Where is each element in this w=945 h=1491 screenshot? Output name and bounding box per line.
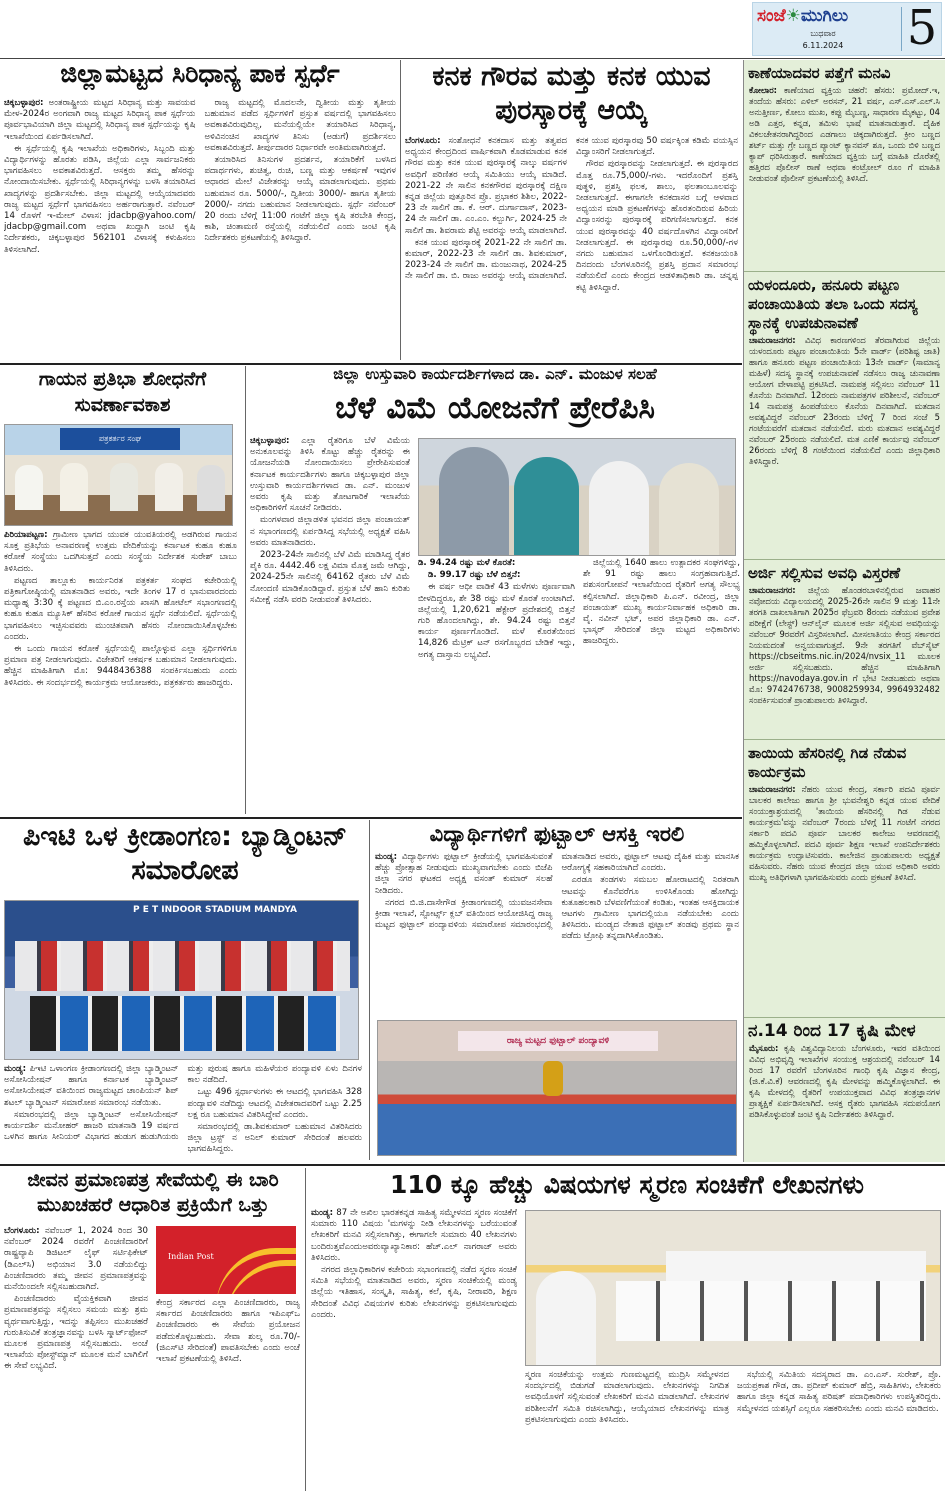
brief-item: [744, 740, 945, 1018]
headline: ಬೆಳೆ ವಿಮೆ ಯೋಜನೆಗೆ ಪ್ರೇರೆಪಿಸಿ: [335, 390, 655, 426]
paragraph: [562, 875, 740, 942]
article-badminton: [4, 820, 366, 1160]
headline: ಪಿಇಟಿ ಒಳ ಕ್ರೀಡಾಂಗಣ: ಬ್ಯಾಡ್ಮಿಂಟನ್ ಸಮಾರೋಪ: [22, 821, 347, 886]
paragraph-text: ಮಂಗಳವಾರ ಜಿಲ್ಲಾಡಳಿತ ಭವನದ ಜಿಲ್ಲಾ ಪಂಚಾಯತ್ ನ ಸಭಾಂಗಣದಲ್ಲಿ ಏರ್ಪಡಿಸಿದ್ದ ಸಭೆಯಲ್ಲಿ ಅಧ್ಯಕ್ಷತೆ ವಹಿಸಿ ಅವರು ಮಾತನಾಡಿದರು.: [250, 515, 410, 548]
brief-headline: ತಾಯಿಯ ಹೆಸರಿನಲ್ಲಿ ಗಿಡ ನೆಡುವ ಕಾರ್ಯಕ್ರಮ: [748, 744, 907, 781]
paragraph-text: ಒಟ್ಟು 496 ಸ್ಪರ್ಧಾಳುಗಳು ಈ ಆಟದಲ್ಲಿ ಭಾಗವಹಿಸಿ 328 ಪಂದ್ಯಾವಳಿ ನಡೆದಿದ್ದು ಆಟದಲ್ಲಿ ವಿಜೇತರಾದವರಿಗೆ ಒಟ್ಟು 2.25 ಲಕ್ಷ ರೂ ಬಹುಮಾನ ವಿತರಿಸಿದ್ದೇವೆ ಎಂದರು.: [187, 1087, 362, 1120]
paragraph: [405, 136, 567, 237]
brief-headline: ಕಾಣೆಯಾದವರ ಪತ್ತೆಗೆ ಮನವಿ: [748, 64, 891, 82]
dateline: ಬೆಂಗಳೂರು:: [4, 1226, 45, 1236]
paragraph-text: ಎರಡೂ ತಂಡಗಳು ಸಮಬಲ ಹೋರಾಟದಲ್ಲಿ ನಿರತರಾಗಿ ಆಟವನ್ನು ಕೊನೆವರೆಗೂ ಉಳಿಸಿಕೊಂಡು ಹೋಗಿದ್ದು ಕುತೂಹಲಕಾರಿ ಬೆಳವಣಿಗೆಯಂತೆ ಕಂಡಿತು, ಇಂತಹ ಆಸಕ್ತಿದಾಯಕ ಆಟಗಳು ಗ್ರಾಮೀಣ ಭಾಗದಲ್ಲಿಯೂ ನಡೆಯಬೇಕು ಎಂದು ತಿಳಿಸಿದರು. ಮಂಡ್ಯದ ನೇತಾಜಿ ಫುಟ್ಬಾಲ್ ತಂಡವು ಪ್ರಥಮ ಸ್ಥಾನ ಪಡೆದು ಟ್ರೋಫಿ ತನ್ನದಾಗಿಸಿಕೊಂಡಿತು.: [561, 875, 739, 942]
photo-label: Indian Post: [168, 1252, 214, 1261]
banner-text: ಪತ್ರಕರ್ತರ ಸಂಘ: [60, 428, 180, 450]
newspaper-logo: [757, 5, 892, 29]
paragraph: [418, 582, 575, 660]
paragraph-text: ಸಭೆಯಲ್ಲಿ ಸಮಿತಿಯ ಸದಸ್ಯರಾದ ಡಾ. ಎಂ.ಎಸ್. ಸುರೇಶ್, ಪ್ರೊ. ಜಯಪ್ರಕಾಶ ಗೌಡ, ಡಾ. ಪ್ರದೀಪ್ ಕುಮಾರ್ ಹೆಬ್ರಿ, ಸಾಹಿತಿಗಳು, ಲೇಖಕರು ಹಾಗೂ ಜಿಲ್ಲಾ ಕನ್ನಡ ಸಾಹಿತ್ಯ ಪರಿಷತ್ ಪದಾಧಿಕಾರಿಗಳು ಉಪಸ್ಥಿತರಿದ್ದರು. ಸಮ್ಮೇಳನದ ಯಶಸ್ಸಿಗೆ ಎಲ್ಲರೂ ಸಹಕರಿಸಬೇಕು ಎಂದು ಮನವಿ ಮಾಡಿದರು.: [737, 1370, 941, 1414]
paragraph: [4, 144, 196, 256]
brief-item: [744, 60, 945, 272]
paragraph-text: ಎಲ್ಲಾ ರೈತರಿಗೂ ಬೆಳೆ ವಿಮೆಯ ಅನುಕೂಲವನ್ನು ತಿಳಿಸಿ ಕೊಟ್ಟು ಹೆಚ್ಚು ರೈತರನ್ನು ಈ ಯೋಜನೆಯಡಿ ನೋಂದಾಯಿಸಲು ಪ್ರೇರೇಪಿಸುವಂತೆ ಕರ್ನಾಟಕ ಕಾರ್ಯದರ್ಶಿಗಳು ಹಾಗೂ ಚಿಕ್ಕಬಳ್ಳಾಪುರ ಜಿಲ್ಲಾ ಉಸ್ತುವಾರಿ ಕಾರ್ಯದರ್ಶಿಗಳಾದ ಡಾ. ಎನ್. ಮಂಜುಳ ಅವರು ಕೃಷಿ ಮತ್ತು ತೋಟಗಾರಿಕೆ ಇಲಾಖೆಯ ಅಧಿಕಾರಿಗಳಿಗೆ ಸೂಚನೆ ನೀಡಿದರು.: [250, 436, 410, 514]
brief-body: [744, 784, 945, 883]
paragraph-text: ಸ್ಮರಣ ಸಂಚಿಕೆಯನ್ನು ಉತ್ತಮ ಗುಣಮಟ್ಟದಲ್ಲಿ ಮುದ್ರಿಸಿ ಸಮ್ಮೇಳನದ ಸಂದರ್ಭದಲ್ಲಿ ಬಿಡುಗಡೆ ಮಾಡಲಾಗುವುದು. ಲೇಖನಗಳನ್ನು ನಿಗದಿತ ಅವಧಿಯೊಳಗೆ ಸಲ್ಲಿಸುವಂತೆ ಲೇಖಕರಿಗೆ ಮನವಿ ಮಾಡಲಾಗಿದೆ. ಲೇಖನಗಳ ಪರಿಶೀಲನೆಗೆ ಸಮಿತಿ ರಚಿಸಲಾಗಿದ್ದು, ಆಯ್ಕೆಯಾದ ಲೇಖನಗಳನ್ನು ಮಾತ್ರ ಪ್ರಕಟಿಸಲಾಗುವುದು ಎಂದು ತಿಳಿಸಿದರು.: [525, 1370, 729, 1425]
day: ಬುಧವಾರ: [810, 29, 836, 38]
dateline: ಚಾಮರಾಜನಗರ:: [749, 335, 796, 345]
body-columns: [525, 1370, 941, 1490]
headline: ಗಾಯನ ಪ್ರತಿಭಾ ಶೋಧನೆಗೆ ಸುವರ್ಣಾವಕಾಶ: [38, 368, 207, 416]
dateline: ಪಿರಿಯಾಪಟ್ಟಣ:: [4, 530, 54, 540]
article-millets: [4, 60, 396, 360]
brief-headline: ನ.14 ರಿಂದ 17 ಕೃಷಿ ಮೇಳ: [748, 1021, 916, 1041]
palm-sun-icon: ☀: [785, 6, 801, 26]
paragraph: [4, 98, 196, 143]
brief-text: ನೆಹರು ಯುವ ಕೇಂದ್ರ, ಸರ್ಕಾರಿ ಪದವಿ ಪೂರ್ವ ಬಾಲಕರ ಕಾಲೇಜು ಹಾಗೂ ಶ್ರೀ ಭುವನೇಶ್ವರಿ ಕನ್ನಡ ಯುವ ವೇದಿಕೆ ಸಂಯುಕ್ತಾಶ್ರಯದಲ್ಲಿ 'ತಾಯಿಯ ಹೆಸರಿನಲ್ಲಿ ಗಿಡ ನೆಡುವ ಕಾರ್ಯಕ್ರಮ'ವನ್ನು ನವೆಂಬರ್ 7ರಂದು ಬೆಳಿಗ್ಗೆ 11 ಗಂಟೆಗೆ ನಗರದ ಸರ್ಕಾರಿ ಪದವಿ ಪೂರ್ವ ಬಾಲಕರ ಕಾಲೇಜು ಆವರಣದಲ್ಲಿ ಹಮ್ಮಿಕೊಳ್ಳಲಾಗಿದೆ. ಪದವಿ ಪೂರ್ವ ಶಿಕ್ಷಣ ಇಲಾಖೆ ಉಪನಿರ್ದೇಶಕರು ಕಾರ್ಯಕ್ರಮ ಉದ್ಘಾಟಿಸುವರು. ಕಾಲೇಜಿನ ಪ್ರಾಂಶುಪಾಲರು ಅಧ್ಯಕ್ಷತೆ ವಹಿಸುವರು. ನೆಹರು ಯುವ ಕೇಂದ್ರದ ಜಿಲ್ಲಾ ಯುವ ಅಧಿಕಾರಿ ಅವರು ಮುಖ್ಯ ಅತಿಥಿಗಳಾಗಿ ಭಾಗವಹಿಸುವರು ಎಂದು ಪ್ರಕಟಣೆ ತಿಳಿಸಿದೆ.: [749, 784, 940, 882]
paragraph-text: ಗೌರವ ಪುರಸ್ಕಾರವನ್ನು ನೀಡಲಾಗುತ್ತದೆ. ಈ ಪುರಸ್ಕಾರದ ಮೊತ್ತ ರೂ.75,000/-ಗಳು. ಇದರೊಂದಿಗೆ ಪ್ರಶಸ್ತಿ ಪುತ್ಥಳಿ, ಪ್ರಶಸ್ತಿ ಫಲಕ, ಶಾಲು, ಫಲತಾಂಬೂಲವನ್ನು ನೀಡಲಾಗುತ್ತದೆ. ಈಗಾಗಲೇ ಕನಕದಾಸರ ಬಗ್ಗೆ ಆಳವಾದ ಅಧ್ಯಯನ ಮಾಡಿ ಪ್ರಕಟಣೆಗಳನ್ನು ಹೊರತಂದಿರುವ ಹಿರಿಯ ವಿದ್ವಾಂಸರನ್ನು ಪುರಸ್ಕಾರಕ್ಕೆ ಪರಿಗಣಿಸಲಾಗುತ್ತದೆ. ಕನಕ ಯುವ ಪುರಸ್ಕಾರವನ್ನು 40 ವರ್ಷದೊಳಗಿನ ವಿದ್ವಾಂಸರಿಗೆ ನೀಡಲಾಗುತ್ತದೆ. ಈ ಪುರಸ್ಕಾರವು ರೂ.50,000/-ಗಳ ನಗದು ಬಹುಮಾನ ಒಳಗೊಂಡಿರುತ್ತದೆ. ಕನಕಜಯಂತಿ ದಿನದಂದು ಬೆಂಗಳೂರಿನಲ್ಲಿ ಪ್ರಶಸ್ತಿ ಪ್ರದಾನ ಸಮಾರಂಭ ನಡೆಯಲಿದೆ ಎಂದು ಕೇಂದ್ರದ ಆಡಳಿತಾಧಿಕಾರಿ ಡಾ. ಚನ್ನಪ್ಪ ಕಟ್ಟಿ ತಿಳಿಸಿದ್ದಾರೆ.: [576, 159, 738, 293]
headline: ವಿದ್ಯಾರ್ಥಿಗಳಿಗೆ ಫುಟ್ಬಾಲ್ ಆಸಕ್ತಿ ಇರಲಿ: [429, 822, 685, 846]
paragraph: [188, 1122, 363, 1156]
paragraph: [156, 1298, 300, 1365]
sidebar-briefs: [743, 60, 945, 1162]
dateline: ಮೈಸೂರು:: [749, 1043, 779, 1053]
paragraph: [4, 530, 237, 575]
banner-text: ರಾಜ್ಯ ಮಟ್ಟದ ಫುಟ್ಬಾಲ್ ಪಂದ್ಯಾವಳಿ: [458, 1031, 658, 1051]
brief-headline: ಯಳಂದೂರು, ಹನೂರು ಪಟ್ಟಣ ಪಂಚಾಯಿತಿಯ ತಲಾ ಒಂದು ಸದಸ್ಯ ಸ್ಥಾನಕ್ಕೆ ಉಪಚುನಾವಣೆ: [748, 276, 918, 332]
paragraph-text: ರಾಜ್ಯ ಮಟ್ಟದಲ್ಲಿ ಮೊದಲನೇ, ದ್ವಿತೀಯ ಮತ್ತು ತೃತೀಯ ಬಹುಮಾನ ಪಡೆದ ಸ್ಪರ್ಧಿಗಳಿಗೆ ಪ್ರಸ್ತುತ ವರ್ಷದಲ್ಲಿ ಭಾಗವಹಿಸಲು ಅವಕಾಶವಿರುವುದಿಲ್ಲ, ಮನೆಯಲ್ಲಿಯೇ ತಯಾರಿಸಿದ ಸಿರಿಧಾನ್ಯ, ಅಳಿವಿನಂಚಿನ ಖಾದ್ಯಗಳ ತಿನಿಸು (ಅಡುಗೆ) ಪ್ರದರ್ಶಿಸಲು ಅವಕಾಶವಿರುತ್ತದೆ. ತೀರ್ಪುದಾರರ ನಿರ್ಧಾರವೇ ಅಂತಿಮವಾಗಿರುತ್ತದೆ.: [204, 98, 396, 153]
banner-text: P E T INDOOR STADIUM MANDYA: [133, 905, 297, 915]
kicker: ಜಿಲ್ಲಾ ಉಸ್ತುವಾರಿ ಕಾರ್ಯದರ್ಶಿಗಳಾದ ಡಾ. ಎನ್. ಮಂಜುಳ ಸಲಹೆ: [333, 366, 657, 383]
paragraph-text: ಸಮಾರಂಭದಲ್ಲಿ ಡಾ.ಶಿವಕುಮಾರ್ ಬಹುಮಾನ ವಿತರಿಸಿದರು ಜಿಲ್ಲಾ ಟ್ರಸ್ಟ್ ನ ಅನಿಲ್ ಕುಮಾರ್ ಸೇರಿದಂತೆ ಹಲವರು ಭಾಗವಹಿಸಿದ್ದರು.: [187, 1122, 362, 1155]
article-sahitya-souvenir: [311, 1168, 943, 1491]
article-kanaka: [405, 60, 738, 360]
paragraph-text: 87 ನೇ ಅಖಿಲ ಭಾರತಕನ್ನಡ ಸಾಹಿತ್ಯ ಸಮ್ಮೇಳನದ ಸ್ಮರಣ ಸಂಚಿಕೆಗೆ ಸುಮಾರು 110 ವಿಷಯ 'ಮಗಳನ್ನು ನೀಡಿ ಲೇಖನಗಳನ್ನು ಬರೆಯುವಂತೆ ಲೇಖಕರಿಗೆ ಮನವಿ ಸಲ್ಲಿಸಲಾಗಿತ್ತು, ಈಗಾಗಲೇ ಸುಮಾರು 40 ಲೇಖನಗಳು ಬಂದಿರುತ್ತವೆಎಂದುಅವರುವ್ಯಾಖ್ಯಾನಿಕಾರ: ಹೆಚ್.ಎಲ್ ನಾಗರಾಜ್ ಅವರು ತಿಳಿಸಿದರು.: [311, 1208, 517, 1263]
paragraph: [4, 576, 237, 643]
paragraph-text: ನವೆಂಬರ್ 1, 2024 ರಿಂದ 30 ನವೆಂಬರ್ 2024 ರವರೆಗೆ ಪಿಂಚಣಿದಾರರಿಗೆ ರಾಷ್ಟ್ರವ್ಯಾಪಿ ಡಿಜಿಟಲ್ ಲೈಫ್ ಸರ್ಟಿಫಿಕೇಟ್ (ಡಿಎಲ್‌ಸಿ) ಅಭಿಯಾನ 3.0 ನಡೆಯಲಿದ್ದು ಪಿಂಚಣಿದಾರರು ತಮ್ಮ ಜೀವನ ಪ್ರಮಾಣಪತ್ರವನ್ನು ಮನೆಯಿಂದಲೇ ಸಲ್ಲಿಸಬಹುದಾಗಿದೆ.: [4, 1226, 148, 1293]
brief-headline: ಅರ್ಜಿ ಸಲ್ಲಿಸುವ ಅವಧಿ ವಿಸ್ತರಣೆ: [748, 564, 901, 582]
subheading: ಡಿ. 94.24 ರಷ್ಟು ಮಳೆ ಕೊರತೆ:: [418, 558, 516, 568]
paragraph-text: ನಗರದ ಬಿ.ಜಿ.ದಾಸೇಗೌಡ ಕ್ರೀಡಾಂಗಣದಲ್ಲಿ ಯುವಜನಸೇವಾ ಕ್ರೀಡಾ ಇಲಾಖೆ, ಸ್ಪೋರ್ಟ್ಸ್ ಕ್ಲಬ್ ವತಿಯಿಂದ ಆಯೋಜಿಸಿದ್ದ ರಾಜ್ಯ ಮಟ್ಟದ ಫುಟ್ಬಾಲ್ ಪಂದ್ಯಾವಳಿಯ ಸಮಾರೋಪ ಸಮಾರಂಭದಲ್ಲಿ ಮಾತನಾಡಿದ ಅವರು, ಫುಟ್ಬಾಲ್ ಆಟವು ದೈಹಿಕ ಮತ್ತು ಮಾನಸಿಕ ಆರೋಗ್ಯಕ್ಕೆ ಸಹಕಾರಿಯಾಗಿದೆ ಎಂದರು.: [375, 852, 739, 931]
headline: ಜೀವನ ಪ್ರಮಾಣಪತ್ರ ಸೇವೆಯಲ್ಲಿ ಈ ಬಾರಿ ಮುಖಚಹರೆ ಆಧಾರಿತ ಪ್ರಕ್ರಿಯೆಗೆ ಒತ್ತು: [27, 1169, 279, 1216]
body-column: [4, 1226, 148, 1491]
article-body: [4, 530, 237, 814]
photo-football-team: [377, 1020, 737, 1156]
paragraph-text: ಸಂಶೋಧನೆ ಕನಕದಾಸ ಮತ್ತು ತತ್ವಪದ ಅಧ್ಯಯನ ಕೇಂದ್ರದಿಂದ ವಾರ್ಷಿಕವಾಗಿ ಕೊಡಮಾಡುವ ಕನಕ ಗೌರವ ಮತ್ತು ಕನಕ ಯುವ ಪುರಸ್ಕಾರಕ್ಕೆ ನಾಲ್ಕು ವರ್ಷಗಳ ಅವಧಿಗೆ ಪರಿಣಿತರ ಆಯ್ಕೆ ಸಮಿತಿಯು ಆಯ್ಕೆ ಮಾಡಿದೆ. 2021-22 ನೇ ಸಾಲಿನ ಕನಕಗೌರವ ಪುರಸ್ಕಾರಕ್ಕೆ ದಕ್ಷಿಣ ಕನ್ನಡ ಜಿಲ್ಲೆಯ ಪುತ್ತೂರಿನ ಪ್ರೊ. ಪ್ರಭಾಕರ ಶಿಶಿಲ, 2022-23 ನೇ ಸಾಲಿಗೆ ಡಾ. ಕೆ. ಆರ್. ದುರ್ಗಾದಾಸ್, 2023-24 ನೇ ಸಾಲಿಗೆ ಡಾ. ಎಂ.ಎಂ. ಕಲ್ಬುರ್ಗಿ, 2024-25 ನೇ ಸಾಲಿಗೆ ಡಾ. ಶಿವರಾಮ ಶೆಟ್ಟಿ ಅವರನ್ನು ಆಯ್ಕೆ ಮಾಡಲಾಗಿದೆ.: [405, 136, 568, 236]
paragraph-text: ಪಿಂಚಣಿದಾರರು ವೈಯಕ್ತಿಕವಾಗಿ ಜೀವನ ಪ್ರಮಾಣಪತ್ರವನ್ನು ಸಲ್ಲಿಸಲು ಸಮಯ ಮತ್ತು ಶ್ರಮ ವ್ಯರ್ಥವಾಗುತ್ತಿದ್ದು, ಇದನ್ನು ತಪ್ಪಿಸಲು ಮುಖಚಹರೆ ಗುರುತಿಸುವಿಕೆ ತಂತ್ರಜ್ಞಾನವನ್ನು ಬಳಸಿ ಸ್ಮಾರ್ಟ್‌ಫೋನ್ ಮೂಲಕ ಪ್ರಮಾಣಪತ್ರ ಸಲ್ಲಿಸಬಹುದು. ಅಂಚೆ ಇಲಾಖೆಯ ಪೋಸ್ಟ್‌ಮ್ಯಾನ್ ಮೂಲಕ ಮನೆ ಬಾಗಿಲಿಗೆ ಈ ಸೇವೆ ಲಭ್ಯವಿದೆ.: [4, 1294, 148, 1372]
brief-text: ಕಾಣೆಯಾದ ವ್ಯಕ್ತಿಯ ಚಹರೆ: ಹೆಸರು: ಪ್ರಮೋದ್.ಇ, ತಂದೆಯ ಹೆಸರು: ಎಳಿಲ್ ಅರಸನ್, 21 ವರ್ಷ, ಎಸ್.ಎಸ್.ಎಲ್.ಸಿ ಅನುತ್ತೀರ್ಣ, ಕೋಲು ಮುಖ, ಕಪ್ಪು ಮೈಬಣ್ಣ, ಸಾಧಾರಣ ಮೈಕಟ್ಟು, 04 ಅಡಿ ಎತ್ತರ, ಕನ್ನಡ, ತಮಿಳು ಭಾಷೆ ಮಾತನಾಡುತ್ತಾರೆ. ದೈಹಿಕ ವಿಕಲಚೇತನರಾಗಿದ್ದರಿಂದ ಎಡಗಾಲು ಚಿಕ್ಕದಾಗಿರುತ್ತದೆ. ಕ್ರೀಂ ಬಣ್ಣದ ಶರ್ಟ್ ಮತ್ತು ಗ್ರೇ ಬಣ್ಣದ ಪ್ಯಾಂಟ್ ಕ್ಯಾನವಸ್ ಶೂ, ಒಂದು ಬಿಳಿ ಬಣ್ಣದ ಕ್ಯಾಪ್ ಧರಿಸಿರುತ್ತಾರೆ. ಕಾಣೆಯಾದ ವ್ಯಕ್ತಿಯ ಬಗ್ಗೆ ಮಾಹಿತಿ ದೊರೆತಲ್ಲಿ ಹತ್ತಿರದ ಪೊಲೀಸ್ ಠಾಣೆ ಅಥವಾ ಕಂಟ್ರೋಲ್ ರೂಂ ಗೆ ಮಾಹಿತಿ ನೀಡುವಂತೆ ಪೊಲೀಸ್ ಪ್ರಕಟಣೆಯಲ್ಲಿ ತಿಳಿಸಿದೆ.: [749, 85, 940, 183]
article-crop-insurance: [250, 366, 740, 814]
paragraph-text: ಅಂತರಾಷ್ಟ್ರೀಯ ಮಟ್ಟದ ಸಿರಿಧಾನ್ಯ ಮತ್ತು ಸಾವಯವ ಮೇಳ-2024ರ ಅಂಗವಾಗಿ ರಾಜ್ಯ ಮಟ್ಟದ ಸಿರಿಧಾನ್ಯ ಪಾಕ ಸ್ಪರ್ಧೆಯ ಪೂರ್ವಭಾವಿಯಾಗಿ ಜಿಲ್ಲಾ ಮಟ್ಟದಲ್ಲಿ ಸಿರಿಧಾನ್ಯ ಪಾಕ ಸ್ಪರ್ಧೆಯನ್ನು ಕೃಷಿ ಇಲಾಖೆಯಿಂದ ಏರ್ಪಡಿಸಲಾಗಿದೆ.: [4, 98, 196, 142]
dateline: ಚಾಮರಾಜನಗರ:: [749, 585, 796, 595]
headline: ಕನಕ ಗೌರವ ಮತ್ತು ಕನಕ ಯುವ ಪುರಸ್ಕಾರಕ್ಕೆ ಆಯ್ಕೆ: [432, 61, 711, 126]
headline: 110 ಕ್ಕೂ ಹೆಚ್ಚು ವಿಷಯಗಳ ಸ್ಮರಣ ಸಂಚಿಕೆಗೆ ಲೇಖನಗಳು: [390, 1170, 864, 1199]
photo-badminton-winners: [4, 900, 359, 1060]
paragraph: [583, 558, 740, 648]
dateline: ಚಾಮರಾಜನಗರ:: [749, 784, 796, 794]
paragraph-text: ಗ್ರಾಮೀಣ ಭಾಗದ ಯುವಕ ಯುವತಿಯರಲ್ಲಿ ಅಡಗಿರುವ ಗಾಯನ ಸೂಕ್ತ ಪ್ರತಿಭೆಯ ಅನಾವರಣಕ್ಕೆ ಉತ್ತಮ ವೇದಿಕೆಯನ್ನು ಕರ್ನಾಟಕ ಕುಹೂ ಕುಹೂ ಕರೋಕೆ ಸಂಸ್ಥೆಯು ಒದಗಿಸುತ್ತದೆ ಎಂದು ಸಂಸ್ಥೆಯ ನಿರ್ದೇಶಕ ಸುರೇಶ್ ಬಾಬು ತಿಳಿಸಿದರು.: [4, 530, 237, 574]
paragraph: [250, 515, 410, 549]
body-column: [156, 1298, 300, 1491]
brief-text: ಜಿಲ್ಲೆಯ ಹೊಂಡರಬಾಳಿನಲ್ಲಿರುವ ಜವಾಹರ ನವೋದಯ ವಿದ್ಯಾಲಯದಲ್ಲಿ 2025-26ನೇ ಸಾಲಿನ 9 ಮತ್ತು 11ನೇ ತರಗತಿ ದಾಖಲಾತಿಗಾಗಿ 2025ರ ಫೆಬ್ರವರಿ 8ರಂದು ನಡೆಯುವ ಪ್ರವೇಶ ಪರೀಕ್ಷೆಗೆ (ಲೇಸ್ಟ್) ಆನ್‌ಲೈನ್ ಮೂಲಕ ಅರ್ಜಿ ಸಲ್ಲಿಸುವ ಅವಧಿಯನ್ನು ನವೆಂಬರ್ 9ರವರೆಗೆ ವಿಸ್ತರಿಸಲಾಗಿದೆ. ಮೀಸಲಾತಿಯು ಕೇಂದ್ರ ಸರ್ಕಾರದ ನಿಯಮದಂತೆ ಅನ್ವಯವಾಗುತ್ತದೆ. 9ನೇ ತರಗತಿಗೆ ವೆಬ್‌ಸೈಟ್ https://cbseitms.nic.in/2024/nvsix_11 ಮೂಲಕ ಅರ್ಜಿ ಸಲ್ಲಿಸಬಹುದು. ಹೆಚ್ಚಿನ ಮಾಹಿತಿಗಾಗಿ https://navodaya.gov.in ಗೆ ಭೇಟಿ ನೀಡಬಹುದು ಅಥವಾ ಮೊ: 9742476738, 9008259934, 9964932482 ಸಂಪರ್ಕಿಸುವಂತೆ ಪ್ರಾಂಶುಪಾಲರು ತಿಳಿಸಿದ್ದಾರೆ.: [749, 585, 940, 705]
article-body: [311, 1208, 941, 1491]
dateline: ಬೆಂಗಳೂರು:: [405, 136, 449, 146]
dateline: ಮಂಡ್ಯ:: [311, 1208, 337, 1218]
trophy-icon: [543, 1061, 563, 1096]
brief-body: [744, 1043, 945, 1120]
dateline: ಚಿಕ್ಕಬಳ್ಳಾಪುರ:: [4, 98, 49, 108]
brief-text: ವಿವಿಧ ಕಾರಣಗಳಿಂದ ತೆರವಾಗಿರುವ ಜಿಲ್ಲೆಯ ಯಳಂದೂರು ಪಟ್ಟಣ ಪಂಚಾಯಿತಿಯ 5ನೇ ವಾರ್ಡ್ (ಪರಿಶಿಷ್ಟ ಜಾತಿ) ಹಾಗೂ ಹನೂರು ಪಟ್ಟಣ ಪಂಚಾಯಿತಿಯ 13ನೇ ವಾರ್ಡ್ (ಸಾಮಾನ್ಯ ಮಹಿಳೆ) ಸದಸ್ಯ ಸ್ಥಾನಕ್ಕೆ ಉಪಚುನಾವಣೆ ನಡೆಸಲು ರಾಜ್ಯ ಚುನಾವಣಾ ಆಯೋಗ ವೇಳಾಪಟ್ಟಿ ಪ್ರಕಟಿಸಿದೆ. ನಾಮಪತ್ರ ಸಲ್ಲಿಸಲು ನವೆಂಬರ್ 11 ಕೊನೆಯ ದಿನವಾಗಿದೆ. 12ರಂದು ನಾಮಪತ್ರಗಳ ಪರಿಶೀಲನೆ, ನವೆಂಬರ್ 14 ನಾಮಪತ್ರ ಹಿಂಪಡೆಯಲು ಕೊನೆಯ ದಿನವಾಗಿದೆ. ಮತದಾನ ಅವಶ್ಯವಿದ್ದರೆ ನವೆಂಬರ್ 23ರಂದು ಬೆಳಿಗ್ಗೆ 7 ರಿಂದ ಸಂಜೆ 5 ಗಂಟೆಯವರೆಗೆ ಮತದಾನ ನಡೆಯಲಿದೆ. ಮರು ಮತದಾನ ಅವಶ್ಯವಿದ್ದರೆ ನವೆಂಬರ್ 25ರಂದು ನಡೆಯಲಿದೆ. ಮತ ಎಣಿಕೆ ಕಾರ್ಯವು ನವೆಂಬರ್ 26ರಂದು ಬೆಳಿಗ್ಗೆ 8 ಗಂಟೆಯಿಂದ ನಡೆಯಲಿದೆ ಎಂದು ಜಿಲ್ಲಾಧಿಕಾರಿ ತಿಳಿಸಿದ್ದಾರೆ.: [749, 335, 940, 466]
masthead: [752, 2, 942, 56]
paragraph: [250, 550, 410, 606]
paragraph-text: ಕೇಂದ್ರ ಸರ್ಕಾರದ ಎಲ್ಲಾ ಪಿಂಚಣಿದಾರರು, ರಾಜ್ಯ ಸರ್ಕಾರದ ಪಿಂಚಣಿದಾರರು ಹಾಗೂ ಇಪಿಎಫ್‌ಒ ಪಿಂಚಣಿದಾರರು ಈ ಸೇವೆಯ ಪ್ರಯೋಜನ ಪಡೆದುಕೊಳ್ಳಬಹುದು. ಸೇವಾ ಶುಲ್ಕ ರೂ.70/- (ಜಿಎಸ್‌ಟಿ ಸೇರಿದಂತೆ) ಪಾವತಿಸಬೇಕು ಎಂದು ಅಂಚೆ ಇಲಾಖೆ ಪ್ರಕಟಣೆಯಲ್ಲಿ ತಿಳಿಸಿದೆ.: [156, 1298, 300, 1365]
paragraph: [311, 1208, 517, 1264]
headline: ಜಿಲ್ಲಾಮಟ್ಟದ ಸಿರಿಧಾನ್ಯ ಪಾಕ ಸ್ಪರ್ಧೆ: [60, 60, 340, 88]
brief-text: ಕೃಷಿ ವಿಶ್ವವಿದ್ಯಾನಿಲಯ ಬೆಂಗಳೂರು, ಇವರ ವತಿಯಿಂದ ವಿವಿಧ ಅಭಿವೃದ್ಧಿ ಇಲಾಖೆಗಳ ಸಂಯುಕ್ತ ಆಶ್ರಯದಲ್ಲಿ ನವೆಂಬರ್ 14 ರಿಂದ 17 ರವರೆಗೆ ಬೆಂಗಳೂರಿನ ಗಾಂಧಿ ಕೃಷಿ ವಿಜ್ಞಾನ ಕೇಂದ್ರ, (ಜಿ.ಕೆ.ವಿ.ಕೆ) ಆವರಣದಲ್ಲಿ ಕೃಷಿ ಮೇಳವನ್ನು ಹಮ್ಮಿಕೊಳ್ಳಲಾಗಿದೆ. ಈ ಕೃಷಿ ಮೇಳದಲ್ಲಿ ರೈತರಿಗೆ ಉಪಯುಕ್ತವಾದ ವಿವಿಧ ತಂತ್ರಜ್ಞಾನಗಳ ಪ್ರಾತ್ಯಕ್ಷಿಕೆ ಏರ್ಪಡಿಸಲಾಗಿದೆ. ಆಸಕ್ತ ರೈತರು ಭಾಗವಹಿಸಿ ಸದುಪಯೋಗ ಪಡಿಸಿಕೊಳ್ಳುವಂತೆ ಜಂಟಿ ಕೃಷಿ ನಿರ್ದೇಶಕರು ತಿಳಿಸಿದ್ದಾರೆ.: [749, 1043, 940, 1119]
brief-item: [744, 1018, 945, 1158]
article-body: [4, 1064, 362, 1160]
dateline: ಮಂಡ್ಯ:: [4, 1064, 30, 1074]
paragraph: [737, 1370, 941, 1415]
paragraph: [525, 1370, 729, 1426]
brief-body: [744, 85, 945, 184]
article-body: [405, 136, 738, 358]
dateline: ಚಿಕ್ಕಬಳ್ಳಾಪುರ:: [250, 436, 302, 446]
logo-part-2: ಮುಗಿಲು: [800, 6, 849, 26]
paragraph-text: ಜಿಲ್ಲೆಯಲ್ಲಿ 1640 ಹಾಲು ಉತ್ಪಾದಕರ ಸಂಘಗಳಿದ್ದು, ಶೇ 91 ರಷ್ಟು ಹಾಲು ಸಂಗ್ರಹವಾಗುತ್ತಿದೆ. ಪಶುಸಂಗೋಪನೆ ಇಲಾಖೆಯಿಂದ ರೈತರಿಗೆ ಅಗತ್ಯ ಸೌಲಭ್ಯ ಕಲ್ಪಿಸಲಾಗಿದೆ. ಜಿಲ್ಲಾಧಿಕಾರಿ ಪಿ.ಎನ್. ರವೀಂದ್ರ, ಜಿಲ್ಲಾ ಪಂಚಾಯತ್ ಮುಖ್ಯ ಕಾರ್ಯನಿರ್ವಾಹಕ ಅಧಿಕಾರಿ ಡಾ. ವೈ. ನವೀನ್ ಭಟ್, ಅಪರ ಜಿಲ್ಲಾಧಿಕಾರಿ ಡಾ. ಎನ್. ಭಾಸ್ಕರ್ ಸೇರಿದಂತೆ ಜಿಲ್ಲಾ ಮಟ್ಟದ ಅಧಿಕಾರಿಗಳು ಹಾಜರಿದ್ದರು.: [583, 558, 740, 647]
paragraph: [375, 852, 553, 897]
paragraph-text: ಈ ವರ್ಷ ಆಧೀ ವಾಡಿಕೆ 43 ಮಳೆಗಳು ಪೂರ್ಣವಾಗಿ ಬೀಳದಿದ್ದರೂ, ಶೇ 38 ರಷ್ಟು ಮಳೆ ಕೊರತೆ ಉಂಟಾಗಿದೆ. ಜಿಲ್ಲೆಯಲ್ಲಿ 1,20,621 ಹೆಕ್ಟೇರ್ ಪ್ರದೇಶದಲ್ಲಿ ಬಿತ್ತನೆ ಗುರಿ ಹೊಂದಲಾಗಿದ್ದು, ಶೇ. 94.24 ರಷ್ಟು ಬಿತ್ತನೆ ಕಾರ್ಯ ಪೂರ್ಣಗೊಂಡಿದೆ. ಮಳೆ ಕೊರತೆಯಿಂದ 14,826 ಮೆಟ್ರಿಕ್ ಟನ್ ರಸಗೊಬ್ಬರದ ಬೇಡಿಕೆ ಇದ್ದು, ಅಗತ್ಯ ದಾಸ್ತಾನು ಲಭ್ಯವಿದೆ.: [418, 582, 575, 660]
article-jeevan-pramaan: [4, 1168, 302, 1491]
paragraph: [4, 1294, 148, 1372]
article-singer: [4, 366, 241, 814]
body-columns: [418, 558, 740, 814]
paragraph-text: ತಯಾರಿಸಿದ ತಿನಿಸುಗಳ ಪ್ರದರ್ಶನ, ತಯಾರಿಕೆಗೆ ಬಳಸಿದ ಪದಾರ್ಥಗಳು, ಶುಚಿತ್ವ, ರುಚಿ, ಬಣ್ಣ ಮತ್ತು ಆಕರ್ಷಣೆ ಇವುಗಳ ಆಧಾರದ ಮೇಲೆ ವಿಜೇತರನ್ನು ಆಯ್ಕೆ ಮಾಡಲಾಗುವುದು. ಪ್ರಥಮ ಬಹುಮಾನ ರೂ. 5000/-, ದ್ವಿತೀಯ 3000/- ಹಾಗೂ ತೃತೀಯ 2000/- ನಗದು ಬಹುಮಾನ ನೀಡಲಾಗುವುದು. ಸ್ಪರ್ಧೆ ನವೆಂಬರ್ 20 ರಂದು ಬೆಳಿಗ್ಗೆ 11:00 ಗಂಟೆಗೆ ಜಿಲ್ಲಾ ಕೃಷಿ ತರಬೇತಿ ಕೇಂದ್ರ, ಕಾಶಿ, ಚಿಂತಾಮಣಿ ರಸ್ತೆಯಲ್ಲಿ ನಡೆಯಲಿದೆ ಎಂದು ಜಂಟಿ ಕೃಷಿ ನಿರ್ದೇಶಕರು ಪ್ರಕಟಣೆಯಲ್ಲಿ ತಿಳಿಸಿದ್ದಾರೆ.: [204, 155, 396, 244]
logo-part-1: ಸಂಜೆ: [757, 6, 786, 26]
paragraph-text: ಕನಕ ಯುವ ಪುರಸ್ಕಾರಕ್ಕೆ 2021-22 ನೇ ಸಾಲಿಗೆ ಡಾ. ಕುಮಾರ್, 2022-23 ನೇ ಸಾಲಿಗೆ ಡಾ. ಶಿವಕುಮಾರ್, 2023-24 ನೇ ಸಾಲಿಗೆ ಡಾ. ಮಂಜುನಾಥ, 2024-25 ನೇ ಸಾಲಿಗೆ ಡಾ. ಬಿ. ರಾಜು ಅವರನ್ನು ಆಯ್ಕೆ ಮಾಡಲಾಗಿದೆ. ಕನಕ ಯುವ ಪುರಸ್ಕಾರವು 50 ವರ್ಷಕ್ಕಿಂತ ಕಡಿಮೆ ವಯಸ್ಸಿನ ವಿದ್ವಾಂಸರಿಗೆ ನೀಡಲಾಗುತ್ತದೆ.: [405, 136, 738, 282]
dateline: ಮಂಡ್ಯ:: [375, 852, 402, 862]
brief-item: [744, 560, 945, 740]
article-body: [250, 436, 740, 814]
article-body: [4, 98, 396, 360]
paragraph-text: ನಗರದ ಜಿಲ್ಲಾಧಿಕಾರಿಗಳ ಕಚೇರಿಯ ಸಭಾಂಗಣದಲ್ಲಿ ನಡೆದ ಸ್ಮರಣ ಸಂಚಿಕೆ ಸಮಿತಿ ಸಭೆಯಲ್ಲಿ ಮಾತನಾಡಿದ ಅವರು, ಸ್ಮರಣ ಸಂಚಿಕೆಯಲ್ಲಿ ಮಂಡ್ಯ ಜಿಲ್ಲೆಯ ಇತಿಹಾಸ, ಸಂಸ್ಕೃತಿ, ಸಾಹಿತ್ಯ, ಕಲೆ, ಕೃಷಿ, ನೀರಾವರಿ, ಶಿಕ್ಷಣ ಸೇರಿದಂತೆ ವಿವಿಧ ವಿಷಯಗಳ ಕುರಿತು ಲೇಖನಗಳನ್ನು ಪ್ರಕಟಿಸಲಾಗುವುದು ಎಂದರು.: [311, 1265, 517, 1320]
paragraph: [205, 98, 397, 154]
brief-body: [744, 585, 945, 706]
paragraph: [250, 436, 410, 514]
brief-body: [744, 335, 945, 467]
paragraph-text: ವಿದ್ಯಾರ್ಥಿಗಳು ಫುಟ್ಬಾಲ್ ಕ್ರೀಡೆಯಲ್ಲಿ ಭಾಗವಹಿಸುವಂತೆ ಹೆಚ್ಚು ಪ್ರೋತ್ಸಾಹ ನೀಡುವುದು ಮುಖ್ಯವಾಗಬೇಕು ಎಂದು ಬಿಜೆಪಿ ಜಿಲ್ಲಾ ನಗರ ಘಟಕದ ಅಧ್ಯಕ್ಷ ವಸಂತ್ ಕುಮಾರ್ ಸಲಹೆ ನೀಡಿದರು.: [375, 852, 553, 896]
article-body: [4, 1226, 300, 1491]
article-football: [375, 820, 739, 1160]
paragraph-text: ಪಿಇಟಿ ಒಳಾಂಗಣ ಕ್ರೀಡಾಂಗಣದಲ್ಲಿ ಜಿಲ್ಲಾ ಬ್ಯಾಡ್ಮಿಂಟನ್ ಅಸೋಸಿಯೇಷನ್ ಹಾಗೂ ಕರ್ನಾಟಕ ಬ್ಯಾಡ್ಮಿಂಟನ್ ಅಸೋಸಿಯೇಷನ್ ವತಿಯಿಂದ ರಾಜ್ಯಮಟ್ಟದ ಚಾಂಪಿಯನ್ ಶಿಪ್ ಶಟಲ್ ಬ್ಯಾಡ್ಮಿಂಟನ್ ಸಮಾರೋಪ ಸಮಾರಂಭ ನಡೆಯಿತು.: [4, 1064, 179, 1108]
paragraph-text: ಪಟ್ಟಣದ ತಾಲ್ಲೂಕು ಕಾರ್ಯನಿರತ ಪತ್ರಕರ್ತ ಸಂಘದ ಕಚೇರಿಯಲ್ಲಿ ಪತ್ರಿಕಾಗೋಷ್ಠಿಯಲ್ಲಿ ಮಾತನಾಡಿದ ಅವರು, ಇದೇ ತಿಂಗಳ 17 ರ ಭಾನುವಾರದಂದು ಮಧ್ಯಾಹ್ನ 3:30 ಕ್ಕೆ ಪಟ್ಟಣದ ಬಿ.ಎಂ.ರಸ್ತೆಯ ಖಾಸಗಿ ಹೋಟೆಲ್ ಸಭಾಂಗಣದಲ್ಲಿ ಕುಹೂ ಕುಹೂ ಮ್ಯೂಸಿಕ್ ಹೆಸರಿನ ಕರೋಕೆ ಗಾಯನ ಸ್ಪರ್ಧೆ ನಡೆಯಲಿದೆ. ಸ್ಪರ್ಧೆಯಲ್ಲಿ ಭಾಗವಹಿಸಲು ಇಚ್ಛಿಸುವವರು ಮುಂಚಿತವಾಗಿ ಹೆಸರು ನೋಂದಾಯಿಸಿಕೊಳ್ಳಬೇಕು ಎಂದರು.: [4, 575, 237, 642]
paragraph-text: ಈ ಸ್ಪರ್ಧೆಯಲ್ಲಿ ಕೃಷಿ ಇಲಾಖೆಯ ಅಧಿಕಾರಿಗಳು, ಸಿಬ್ಬಂದಿ ಮತ್ತು ವಿದ್ಯಾರ್ಥಿಗಳನ್ನು ಹೊರತು ಪಡಿಸಿ, ಜಿಲ್ಲೆಯ ಎಲ್ಲಾ ಸಾರ್ವಜನಿಕರು ಭಾಗವಹಿಸಲು ಅವಕಾಶವಿರುತ್ತದೆ. ಆಸಕ್ತರು ತಮ್ಮ ಹೆಸರನ್ನು ನೋಂದಾಯಿಸಬೇಕು. ಸ್ಪರ್ಧೆಯಲ್ಲಿ ಸಿರಿಧಾನ್ಯಗಳನ್ನು ಬಳಸಿ ತಯಾರಿಸಿದ ಖಾದ್ಯಗಳನ್ನು ಪ್ರದರ್ಶಿಸಬೇಕು. ಜಿಲ್ಲಾ ಮಟ್ಟದಲ್ಲಿ ಆಯ್ಕೆಯಾದವರು ರಾಜ್ಯ ಮಟ್ಟದ ಸ್ಪರ್ಧೆಗೆ ಭಾಗವಹಿಸಲು ಅರ್ಹರಾಗುತ್ತಾರೆ. ನವೆಂಬರ್ 14 ರೊಳಗೆ ಇ-ಮೇಲ್ ವಿಳಾಸ: jdacbp@yahoo.com/ jdacbp@gmail.com ಅಥವಾ ಖುದ್ದಾಗಿ ಜಂಟಿ ಕೃಷಿ ನಿರ್ದೇಶಕರು, ಚಿಕ್ಕಬಳ್ಳಾಪುರ 562101 ವಿಳಾಸಕ್ಕೆ ಕಳುಹಿಸಲು ತಿಳಿಸಲಾಗಿದೆ.: [4, 143, 196, 255]
page-number: 5: [906, 2, 938, 56]
paragraph: [4, 1064, 179, 1109]
paragraph: [188, 1087, 363, 1121]
brief-item: [744, 272, 945, 560]
paragraph: [311, 1265, 517, 1321]
body-column: [311, 1208, 517, 1491]
article-body: [375, 852, 739, 1016]
paragraph: [576, 159, 738, 293]
paragraph-text: ಸಮಾರಂಭದಲ್ಲಿ ಜಿಲ್ಲಾ ಬ್ಯಾಡ್ಮಿಂಟನ್ ಅಸೋಸಿಯೇಷನ್ ಕಾರ್ಯದರ್ಶಿ ಮನೋಹರ್ ಹಾಜರಿ ಮಾತನಾಡಿ 19 ವರ್ಷದ ಒಳಗಿನ ಹಾಗೂ ಸೀನಿಯರ್ ವಿಭಾಗದ ಹುಡುಗ ಹುಡುಗಿಯರು ಮತ್ತು ಪುರುಷ ಹಾಗೂ ಮಹಿಳೆಯರ ಪಂದ್ಯಾವಳಿ ಏಳು ದಿನಗಳ ಕಾಲ ನಡೆದಿದೆ.: [4, 1064, 362, 1143]
body-column: [250, 436, 410, 814]
paragraph: [4, 1226, 148, 1293]
photo-press-meet: [4, 424, 233, 526]
dateline: ಕೋಲಾರ:: [749, 85, 778, 95]
paragraph-text: ಈ ಒಂದು ಗಾಯನ ಕರೋಕೆ ಸ್ಪರ್ಧೆಯಲ್ಲಿ ಪಾಲ್ಗೊಳ್ಳುವ ಎಲ್ಲಾ ಸ್ಪರ್ಧಿಗಳಿಗೂ ಪ್ರಮಾಣ ಪತ್ರ ನೀಡಲಾಗುವುದು. ವಿಜೇತರಿಗೆ ಆಕರ್ಷಕ ಬಹುಮಾನ ನೀಡಲಾಗುವುದು. ಹೆಚ್ಚಿನ ಮಾಹಿತಿಗಾಗಿ ಮೊ: 9448436388 ಸಂಪರ್ಕಿಸಬಹುದು ಎಂದು ತಿಳಿಸಿದರು. ಈ ಸಂದರ್ಭದಲ್ಲಿ ಕಾರ್ಯಕ್ರಮ ಆಯೋಜಕರು, ಪತ್ರಕರ್ತರು ಹಾಜರಿದ್ದರು.: [4, 644, 237, 688]
subheading: ಡಿ. 99.17 ರಷ್ಟು ಬೆಳೆ ಬಿತ್ತನೆ:: [428, 570, 521, 581]
paragraph: [4, 644, 237, 689]
paragraph: [205, 155, 397, 245]
paragraph-text: 2023-24ನೇ ಸಾಲಿನಲ್ಲಿ ಬೆಳೆ ವಿಮೆ ಮಾಡಿಸಿದ್ದ ರೈತರ ಪೈಕಿ ರೂ. 4442.46 ಲಕ್ಷ ವಿಮಾ ಮೊತ್ತ ಜಮೆ ಆಗಿದ್ದು, 2024-25ನೇ ಸಾಲಿನಲ್ಲಿ 64162 ರೈತರು ಬೆಳೆ ವಿಮೆ ನೋಂದಣಿ ಮಾಡಿಕೊಂಡಿದ್ದಾರೆ. ಪ್ರಸ್ತುತ ಬೆಳೆ ಹಾನಿ ಕುರಿತು ಸಮೀಕ್ಷೆ ನಡೆಸಿ ವರದಿ ನೀಡುವಂತೆ ತಿಳಿಸಿದರು.: [250, 550, 410, 605]
date: 6.11.2024: [802, 41, 844, 50]
